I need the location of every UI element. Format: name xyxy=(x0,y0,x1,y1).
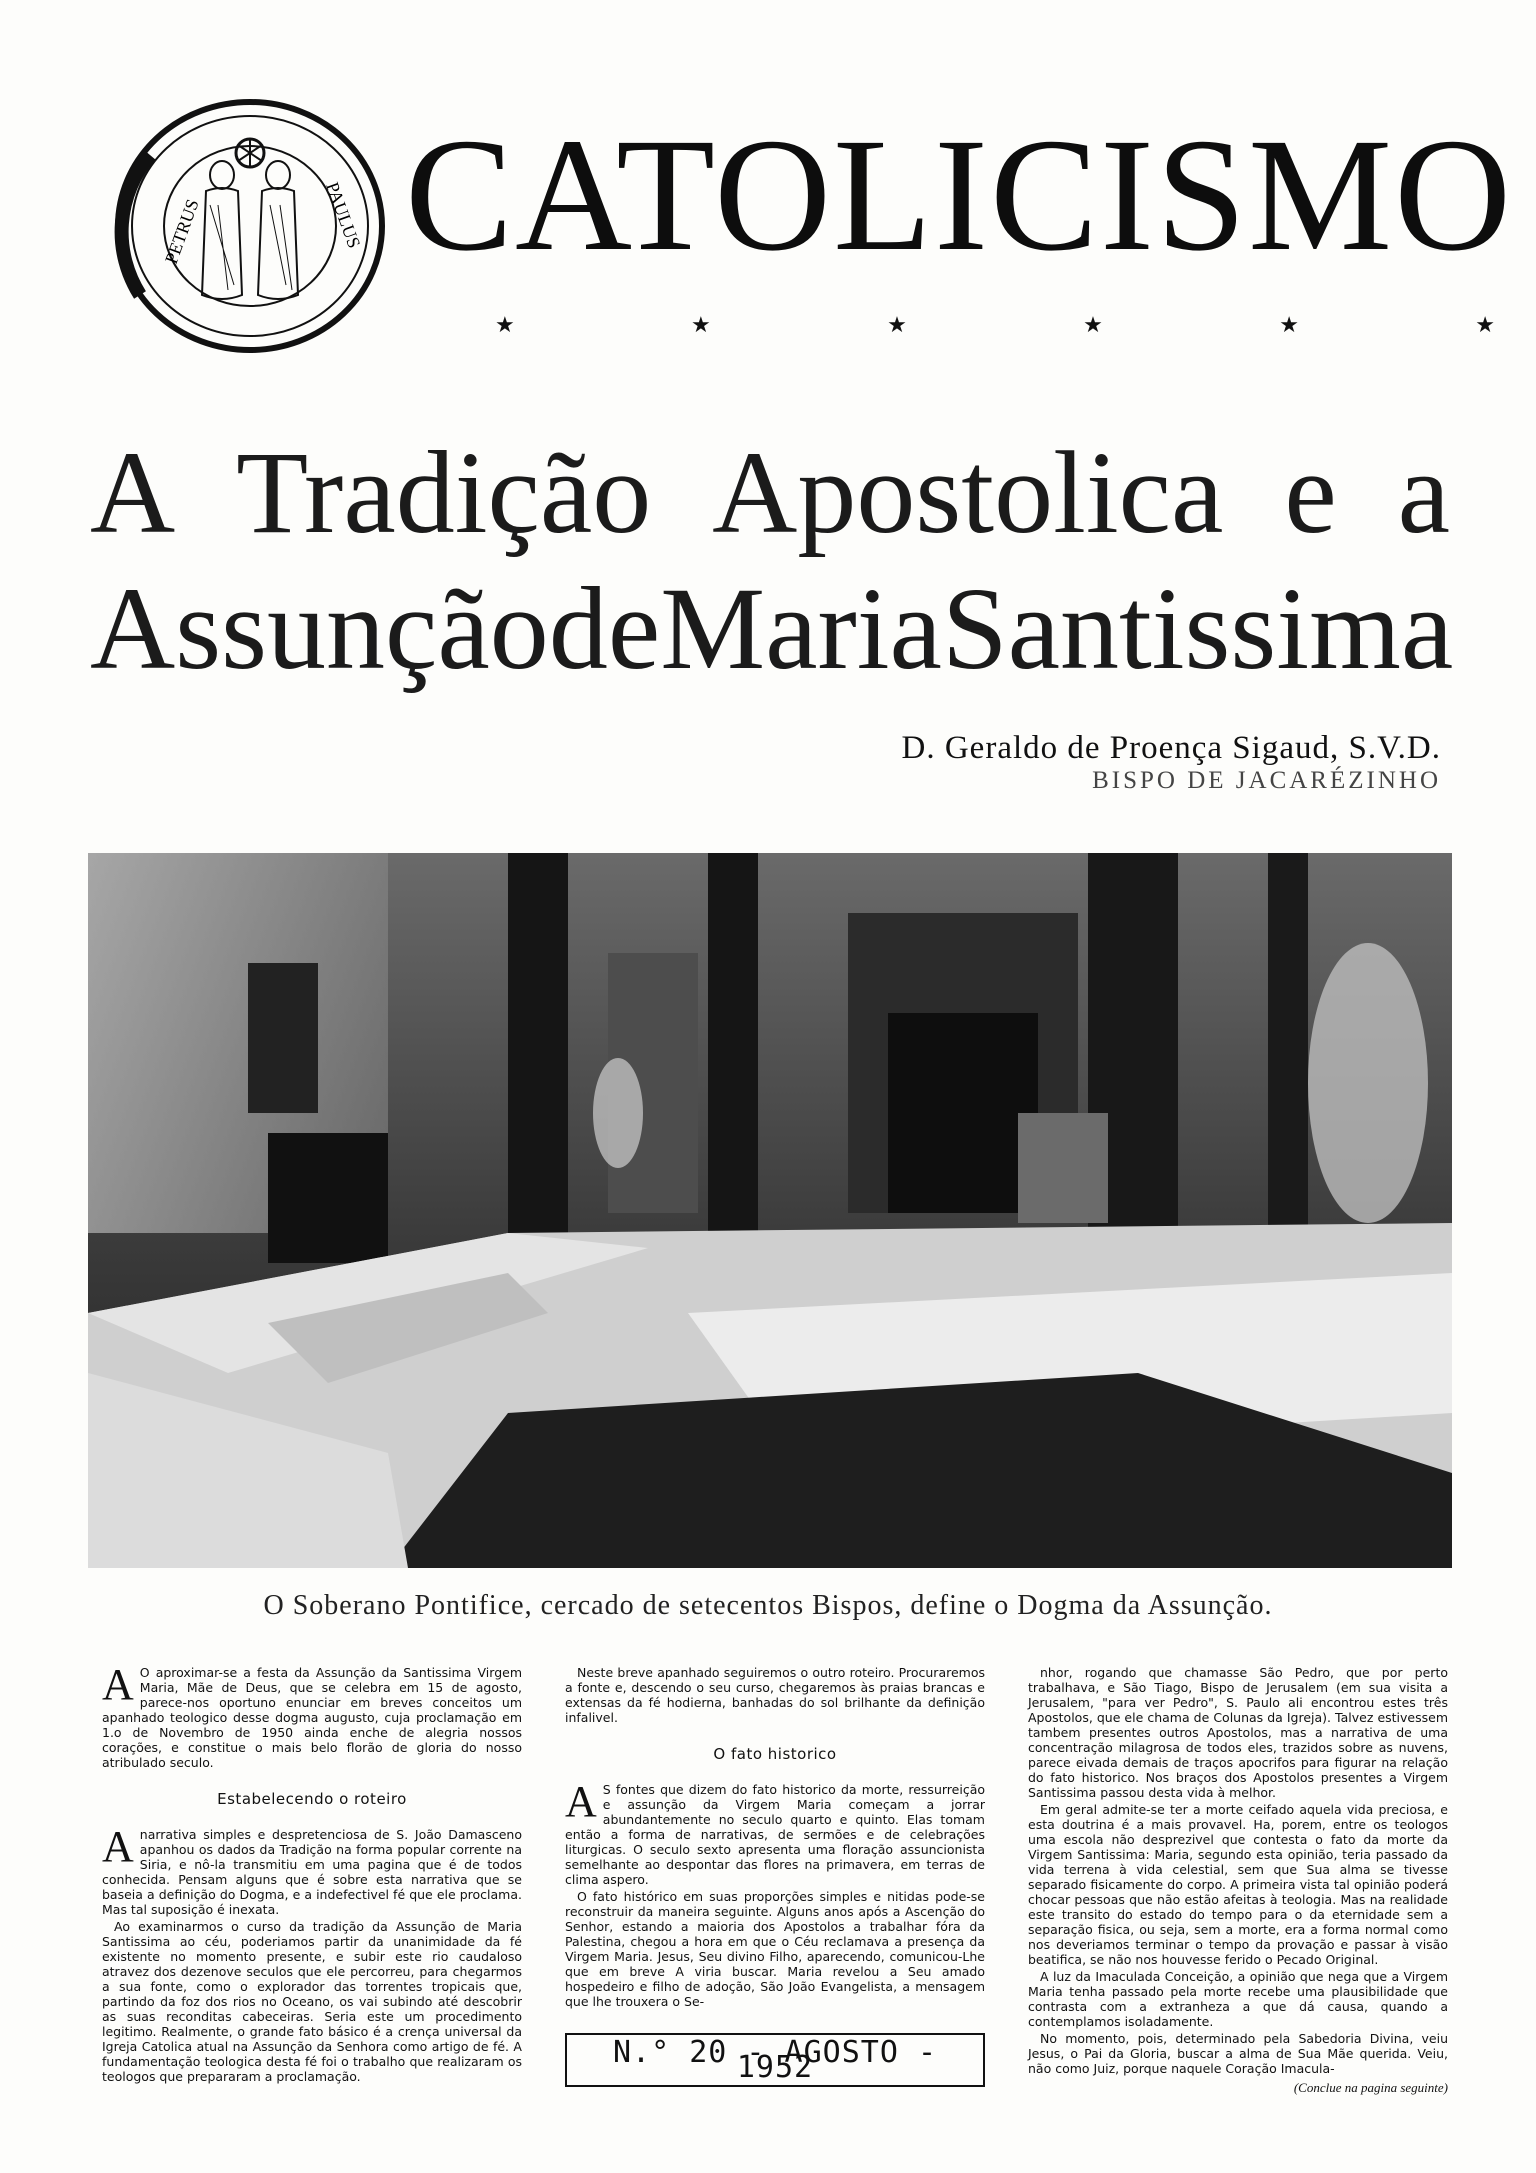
headline-line-1 xyxy=(90,425,1450,561)
article-paragraph: Ao examinarmos o curso da tradição da Assunção de Maria Santissima ao céu, poderiamos partir da unanimidade da fé existente no momento presente, e subir este rio caudaloso atravez dos dezenove seculos que ele percorreu, para chegarmos a sua fonte, como o explorador das torrentes tropicais que, partindo da foz dos rios no Oceano, os vai subindo até descobrir as suas reconditas cabeceiras. Seria este um procedimento legitimo. Realmente, o grande fato básico é a crença universal da Igreja Catolica atual na Assunção da Senhora como artigo de fé. A fundamentação teologica desta fé foi o trabalho que realizaram os teologos que prepararam a proclamação. xyxy=(102,1919,522,2084)
star-icon: ★ xyxy=(1475,313,1495,338)
headline-word: Santissima xyxy=(941,563,1454,694)
article-paragraph: O fato histórico em suas proporções simples e nitidas pode-se reconstruir da maneira seguinte. Alguns anos após a Ascenção do Senhor, estando a maioria dos Apostolos a trabalhar fóra da Palestina, chegou a hora em que o Céu reclamava a presença da Virgem Maria. Jesus, Seu divino Filho, aparecendo, comunicou-Lhe que em breve A viria buscar. Maria revelou a Seu amado hospedeiro e filho de adoção, São João Evangelista, a mensagem que lhe trouxera o Se- xyxy=(565,1889,985,2009)
headline-word: a xyxy=(1397,427,1450,558)
article-paragraph: A luz da Imaculada Conceição, a opinião que nega que a Virgem Maria tenha passado pela morte recebe uma plausibilidade que contrasta com a extranheza a que dá causa, quando a contemplamos isoladamente. xyxy=(1028,1969,1448,2029)
article-headline xyxy=(90,425,1454,697)
article-paragraph: A O aproximar-se a festa da Assunção da Santissima Virgem Maria, Mãe de Deus, que se celebra em 15 de agosto, parece-nos oportuno enunciar em breves conceitos um apanhado teologico desse dogma augusto, cuja proclamação em 1.o de Novembro de 1950 ainda enche de alegria nossos corações, e constitue o mais belo florão de gloria do nosso atribulado seculo. xyxy=(102,1660,522,1770)
star-icon: ★ xyxy=(1083,313,1103,338)
drop-cap: A xyxy=(102,1822,134,1871)
continued-note: (Conclue na pagina seguinte) xyxy=(1293,2080,1448,2095)
drop-cap: A xyxy=(102,1660,134,1709)
star-icon: ★ xyxy=(887,313,907,338)
issue-number-box: N.° 20 - AGOSTO - 1952 xyxy=(565,2033,985,2087)
photo-caption: O Soberano Pontifice, cercado de setecentos Bispos, define o Dogma da Assunção. xyxy=(263,1590,1273,1621)
author-name: D. Geraldo de Proença Sigaud, S.V.D. xyxy=(901,730,1441,766)
seal-right-text: PAULUS xyxy=(322,179,365,251)
masthead-stars xyxy=(495,313,1495,338)
article-column-2 xyxy=(565,1665,985,2095)
headline-word: Tradição xyxy=(236,427,652,558)
headline-word: A xyxy=(90,427,176,558)
article-paragraph: No momento, pois, determinado pela Sabedoria Divina, veiu Jesus, o Pai da Gloria, buscar a alma de Sua Mãe querida. Veiu, não como Juiz, porque naquele Coração Imacula- xyxy=(1028,2031,1448,2076)
article-paragraph: Neste breve apanhado seguiremos o outro roteiro. Procuraremos a fonte e, descendo o seu curso, chegaremos às praias brancas e extensas da fé hodierna, banhadas do sol brilhante da definição infalivel. xyxy=(565,1665,985,1725)
star-icon: ★ xyxy=(495,313,515,338)
headline-word: Assunção xyxy=(90,563,549,694)
seal-left-text: PETRUS xyxy=(160,196,203,267)
article-body xyxy=(102,1660,1448,2095)
article-paragraph: Em geral admite-se ter a morte ceifado aquela vida preciosa, e esta doutrina é a mais provavel. Ha, porem, entre os teologos uma escola não desprezivel que contesta o fato da morte da Virgem Santissima: Maria, segundo esta opinião, teria passado da vida terrena à vida celestial, sem que Sua alma se tivesse separado fisicamente do corpo. A primeira vista tal opinião poderá chocar pessoas que não estão afeitas à teologia. Mas na realidade este transito do estado do tempo para o da eternidade sem a separação fisica, ou seja, sem a morte, era a forma normal como nos deveriamos terminar o tempo da provação e passar à visão beatifica, se não nos houvesse ferido o Pecado Original. xyxy=(1028,1802,1448,1967)
section-heading: Estabelecendo o roteiro xyxy=(217,1790,407,1808)
byline xyxy=(902,730,1441,795)
article-paragraph: A S fontes que dizem do fato historico da morte, ressurreição e assunção da Virgem Maria começam a jorrar abundantemente no seculo quarto e quinto. Elas tomam então a forma de narrativas, de sermões e de celebrações liturgicas. O seculo sexto apresenta uma floração assuncionista semelhante ao despontar das flores na primavera, em terras de clima aspero. xyxy=(565,1777,985,1887)
basilica-photo xyxy=(88,853,1452,1568)
section-heading: O fato historico xyxy=(713,1745,837,1763)
headline-word: Apostolica xyxy=(712,427,1224,558)
article-paragraph: nhor, rogando que chamasse São Pedro, que por perto trabalhava, e São Tiago, Bispo de Jerusalem (em sua visita a Jerusalem, "para ver Pedro", S. Paulo ali encontrou estes três Apostolos, que ele chama de Colunas da Igreja). Talvez estivessem tambem presentes outros Apostolos, mas a narrativa de uma concentração milagrosa de todos eles, trazidos sobre as nuvens, parece eivada demais de traços apocrifos para figurar na relação do fato historico. Nos braços dos Apostolos presentes a Virgem Santissima passou desta vida à melhor. xyxy=(1028,1665,1448,1800)
headline-word: e xyxy=(1284,427,1337,558)
article-paragraph: Anarrativa simples e despretenciosa de S. João Damasceno apanhou os dados da Tradição na forma popular corrente na Siria, e nô-la transmitiu em uma pagina que é de todos conhecida. Pensam alguns que é sobre esta narrativa que se baseia a definição do Dogma, e a indefectivel fé que ele proclama. Mas tal suposição é inexata. xyxy=(102,1822,522,1917)
author-role: BISPO DE JACARÉZINHO xyxy=(1092,767,1441,794)
headline-word: de xyxy=(548,563,661,694)
article-column-3 xyxy=(1028,1665,1448,2095)
headline-word: Maria xyxy=(660,563,942,694)
apostles-seal-icon xyxy=(110,95,390,357)
drop-cap: A xyxy=(565,1777,597,1826)
article-column-1 xyxy=(102,1660,522,2095)
star-icon: ★ xyxy=(691,313,711,338)
headline-line-2 xyxy=(90,561,1454,697)
masthead xyxy=(100,95,1514,360)
newspaper-title: CATOLICISMO xyxy=(405,106,1514,285)
basilica-photo-illustration xyxy=(88,853,1452,1568)
star-icon: ★ xyxy=(1279,313,1299,338)
